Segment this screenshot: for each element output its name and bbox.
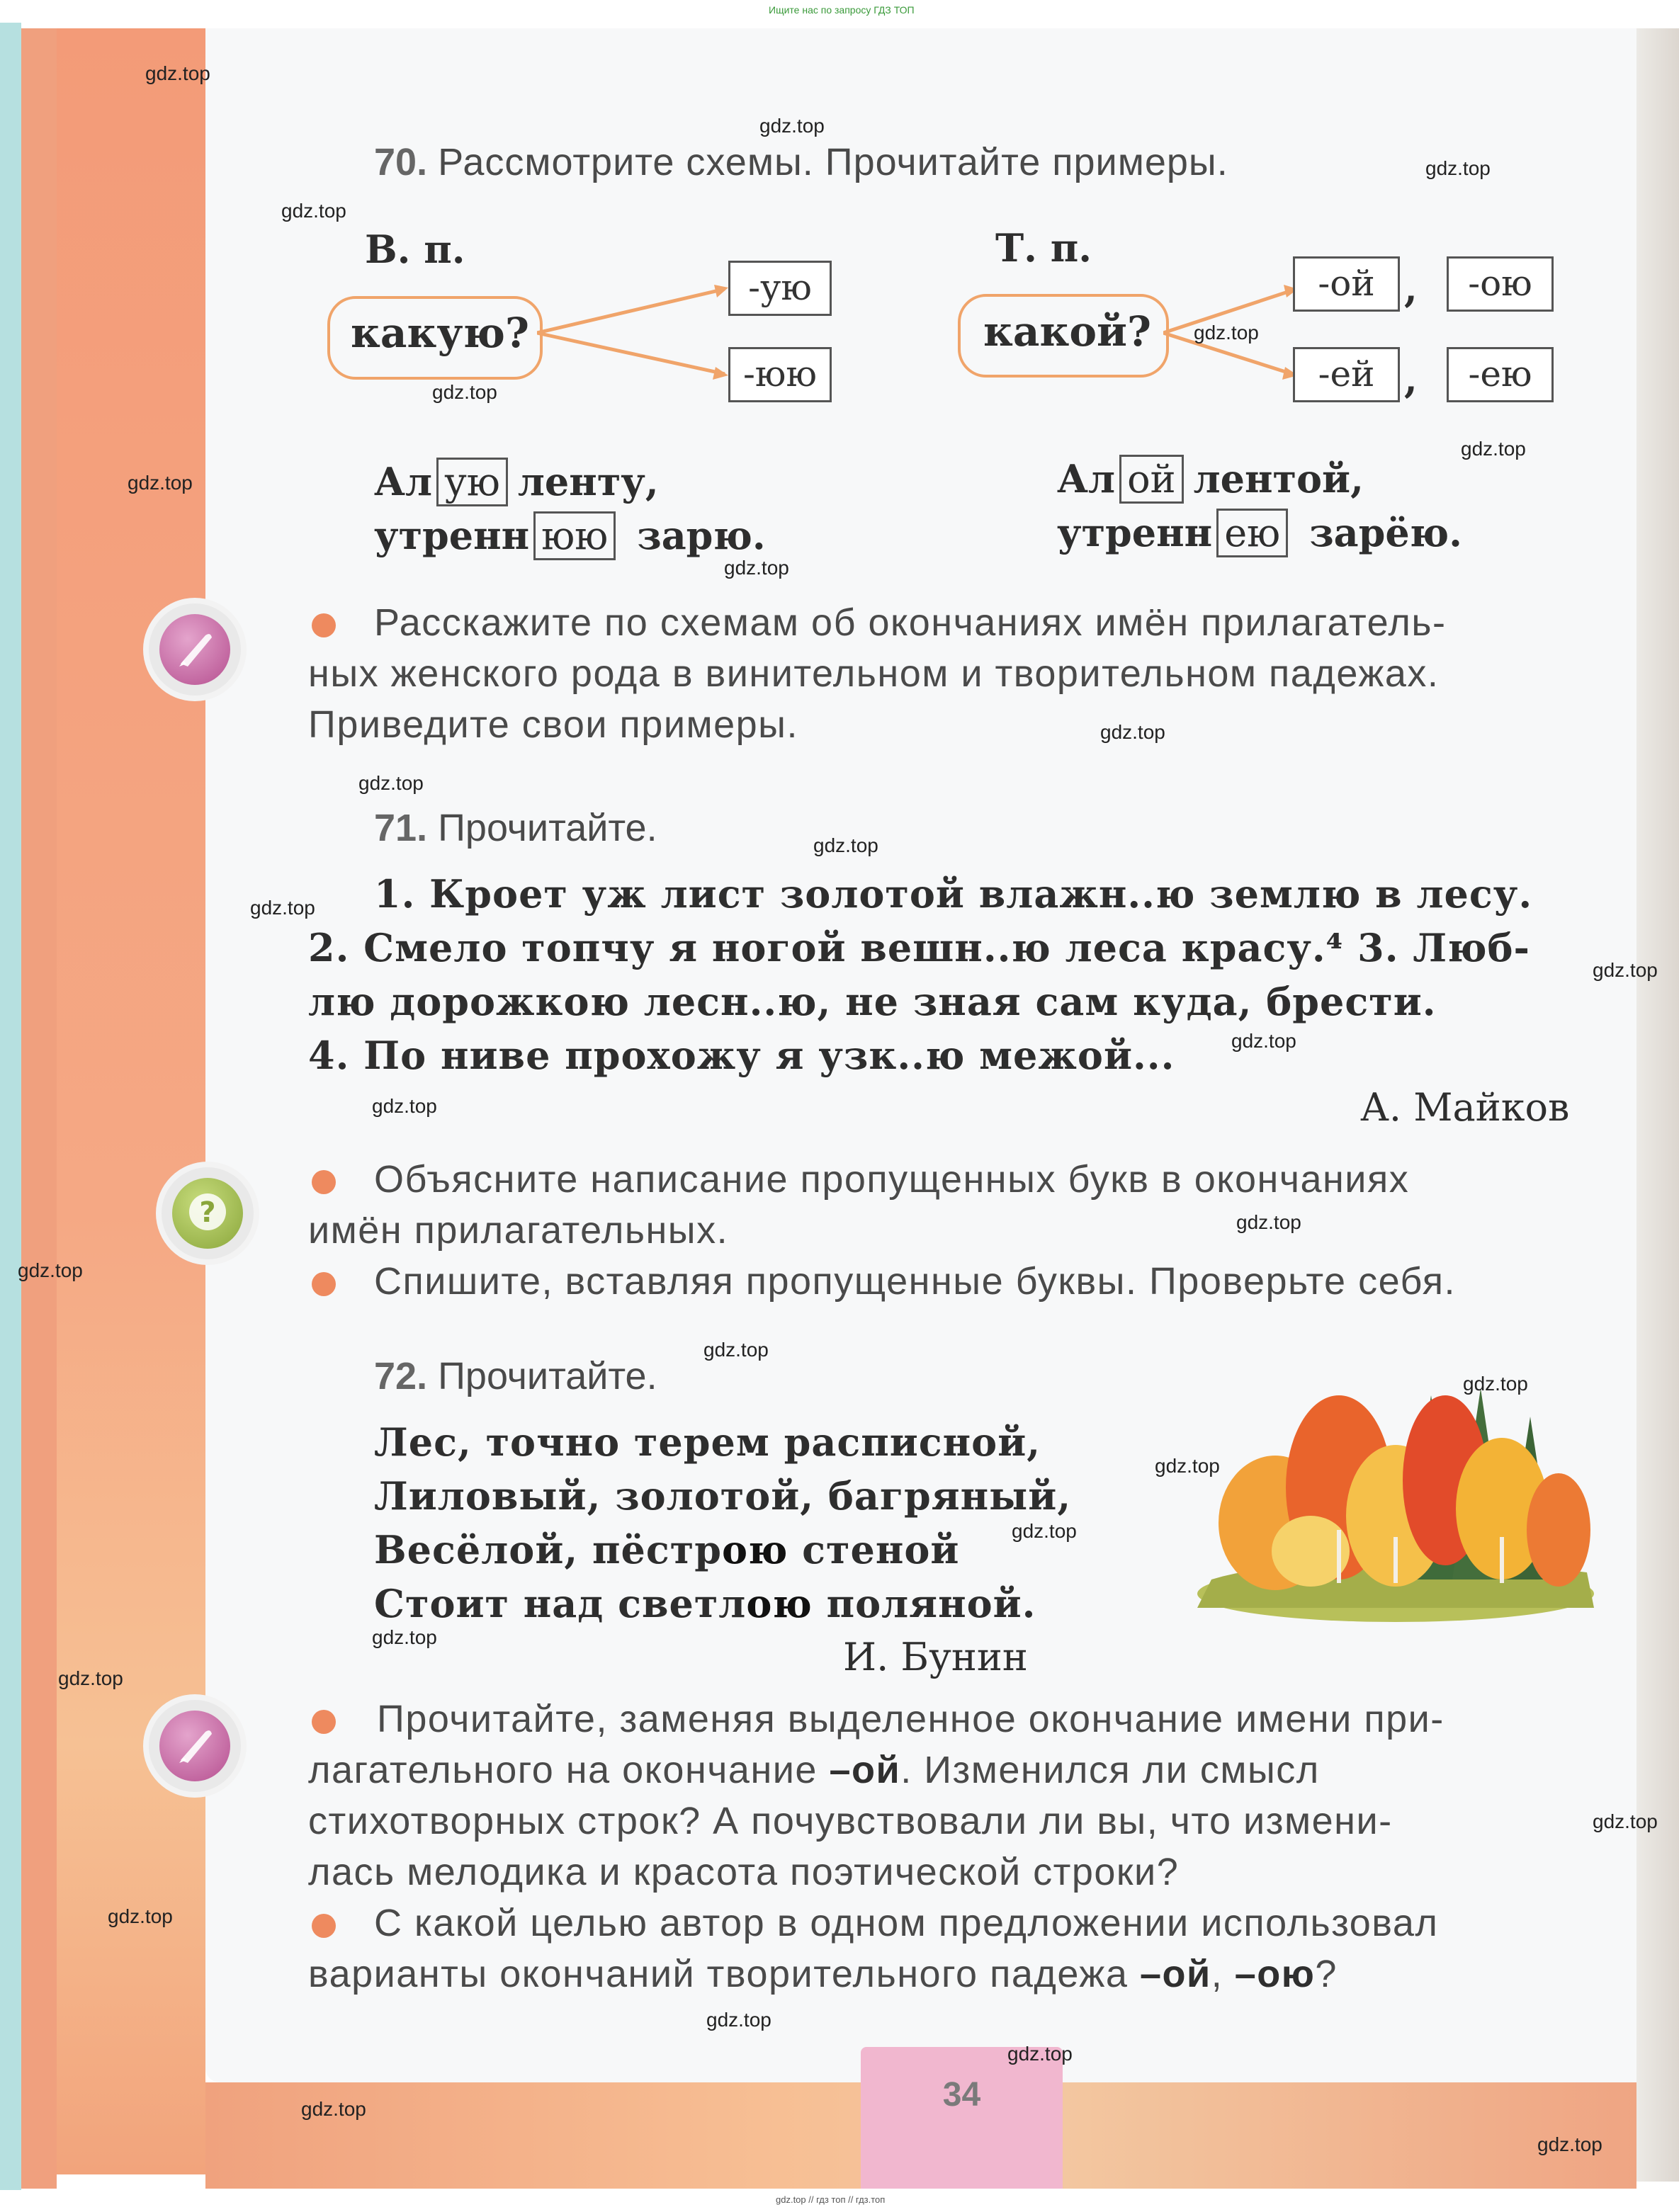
scheme-tp-label: Т. п.: [995, 225, 1092, 271]
instruction-text: ,: [1211, 1953, 1235, 1995]
watermark: gdz.top: [108, 1905, 173, 1927]
svg-text:?: ?: [199, 1196, 216, 1229]
task-72-instruction-2-line-1: С какой целью автор в одном предложении использовал: [374, 1902, 1439, 1944]
watermark: gdz.top: [759, 115, 825, 137]
page-edge: [21, 28, 57, 2189]
pen-icon-2: [149, 1700, 241, 1792]
watermark: gdz.top: [301, 2098, 366, 2120]
watermark: gdz.top: [1236, 1211, 1301, 1233]
task-71-instruction-1-line-2: имён прилагательных.: [308, 1209, 729, 1252]
task-71-heading: [374, 806, 657, 850]
example-text: Ал: [374, 459, 433, 504]
ending-highlight: –ой: [829, 1749, 901, 1791]
example-text: лентой,: [1193, 456, 1364, 501]
bullet-marker: [312, 1170, 336, 1194]
example-text: зарю.: [637, 513, 766, 558]
task-70-instruction-line-3: Приведите свои примеры.: [308, 703, 798, 746]
watermark: gdz.top: [372, 1626, 437, 1648]
watermark: gdz.top: [128, 472, 193, 494]
bullet-marker: [312, 1272, 336, 1296]
watermark: gdz.top: [145, 62, 210, 84]
watermark: gdz.top: [1593, 959, 1658, 981]
watermark: gdz.top: [724, 557, 789, 579]
example-text: утренн: [1057, 510, 1213, 555]
task-72-line-3: [374, 1527, 959, 1572]
instruction-text: варианты окончаний творительного падежа: [308, 1953, 1140, 1995]
poem-text: поляной.: [812, 1581, 1036, 1626]
task-72-line-2: Лиловый, золотой, багряный,: [374, 1473, 1072, 1519]
task-72-text: Прочитайте.: [438, 1355, 657, 1397]
scheme-tp-comma-2: ,: [1404, 356, 1418, 402]
watermark: gdz.top: [706, 2009, 771, 2031]
scheme-vp-ending-1: -ую: [728, 261, 832, 316]
scheme-vp-arrows: [537, 283, 735, 382]
task-71-line-3: лю дорожкою лесн..ю, не зная сам куда, брести.: [308, 979, 1437, 1024]
task-72-instruction-1-line-3: стихотворных строк? А почувствовали ли вы, что измени-: [308, 1800, 1393, 1842]
poem-text: Весёлой, пёстр: [374, 1527, 722, 1572]
watermark: gdz.top: [1012, 1520, 1077, 1542]
question-icon: [162, 1167, 254, 1259]
left-background: [0, 23, 21, 2190]
poem-text: Стоит над светл: [374, 1581, 747, 1626]
watermark: gdz.top: [1593, 1810, 1658, 1832]
scheme-vp-label: В. п.: [365, 227, 465, 272]
example-right-line-1: [1057, 455, 1364, 504]
bottom-note: gdz.top // гдз топ // гдз.топ: [776, 2194, 886, 2205]
example-left-line-2: [374, 511, 766, 560]
scheme-vp-ending-2: -юю: [728, 347, 832, 402]
scheme-tp-question: какой?: [983, 307, 1152, 356]
watermark: gdz.top: [18, 1259, 83, 1281]
task-71-author: А. Майков: [1360, 1085, 1570, 1130]
example-left-line-1: [374, 458, 659, 506]
task-70-number: 70.: [374, 141, 428, 183]
instruction-text: лагательного на окончание: [308, 1749, 830, 1791]
watermark: gdz.top: [1461, 438, 1526, 460]
task-71-instruction-2: Спишите, вставляя пропущенные буквы. Проверьте себя.: [374, 1260, 1457, 1303]
highlighted-ending: ою: [721, 1527, 788, 1572]
ending-highlight: –ою: [1234, 1953, 1316, 1995]
scheme-tp-ending-3: -ей: [1293, 347, 1400, 402]
highlighted-ending: ою: [746, 1581, 813, 1626]
task-72-heading: [374, 1354, 657, 1398]
task-71-instruction-1-line-1: Объясните написание пропущенных букв в окончаниях: [374, 1158, 1410, 1201]
watermark: gdz.top: [372, 1095, 437, 1117]
task-71-line-4: 4. По ниве прохожу я узк..ю межой...: [308, 1033, 1175, 1078]
task-72-instruction-1-line-4: лась мелодика и красота поэтической строки?: [308, 1851, 1180, 1893]
example-ending-box: ой: [1119, 455, 1184, 504]
example-ending-box: юю: [533, 511, 616, 560]
task-72-line-4: [374, 1581, 1036, 1626]
bullet-marker: [312, 1710, 336, 1734]
watermark: gdz.top: [1194, 322, 1259, 344]
example-text: ленту,: [517, 459, 659, 504]
watermark: gdz.top: [1007, 2043, 1073, 2065]
watermark: gdz.top: [1537, 2133, 1602, 2155]
task-71-line-1: 1. Кроет уж лист золотой влажн..ю землю в лесу.: [374, 871, 1533, 917]
watermark: gdz.top: [813, 834, 878, 856]
task-70-instruction-line-1: Расскажите по схемам об окончаниях имён прилагатель-: [374, 601, 1447, 644]
task-72-number: 72.: [374, 1355, 428, 1397]
page-margin-decoration: [57, 28, 205, 2174]
top-note: Ищите нас по запросу ГДЗ ТОП: [769, 4, 915, 16]
task-70-instruction-line-2: ных женского рода в винительном и творительном падежах.: [308, 652, 1440, 695]
watermark: gdz.top: [58, 1667, 123, 1689]
task-70-heading: [374, 140, 1228, 184]
scheme-tp-ending-2: -ою: [1447, 256, 1554, 312]
bullet-marker: [312, 1914, 336, 1938]
scheme-tp-ending-1: -ой: [1293, 256, 1400, 312]
watermark: gdz.top: [1155, 1455, 1220, 1477]
instruction-text: ?: [1315, 1953, 1338, 1995]
page-binding-shadow: [1636, 28, 1679, 2182]
task-71-number: 71.: [374, 807, 428, 849]
ending-highlight: –ой: [1139, 1953, 1211, 1995]
example-text: утренн: [374, 513, 530, 558]
watermark: gdz.top: [1425, 157, 1491, 179]
task-72-author: И. Бунин: [843, 1635, 1028, 1679]
bullet-marker: [312, 613, 336, 637]
example-ending-box: ею: [1216, 509, 1288, 557]
autumn-forest-illustration: [1197, 1346, 1594, 1629]
task-71-line-2: 2. Смело топчу я ногой вешн..ю леса красу.⁴ 3. Люб-: [308, 925, 1530, 970]
watermark: gdz.top: [432, 381, 497, 403]
example-text: Ал: [1057, 456, 1116, 501]
watermark: gdz.top: [703, 1339, 769, 1361]
task-70-text: Рассмотрите схемы. Прочитайте примеры.: [438, 141, 1228, 183]
watermark: gdz.top: [281, 200, 346, 222]
task-71-text: Прочитайте.: [438, 807, 657, 849]
watermark: gdz.top: [1100, 721, 1165, 743]
scheme-tp-comma-1: ,: [1404, 266, 1418, 311]
pen-icon: [149, 603, 241, 696]
poem-text: стеной: [788, 1527, 960, 1572]
task-72-line-1: Лес, точно терем расписной,: [374, 1419, 1041, 1465]
scheme-tp-ending-4: -ею: [1447, 347, 1554, 402]
example-ending-box: ую: [436, 458, 508, 506]
instruction-text: . Изменился ли смысл: [900, 1749, 1320, 1791]
watermark: gdz.top: [1463, 1373, 1528, 1395]
watermark: gdz.top: [250, 897, 315, 919]
example-text: зарёю.: [1309, 510, 1462, 555]
task-72-instruction-2-line-2: [308, 1952, 1338, 1996]
watermark: gdz.top: [358, 772, 424, 794]
example-right-line-2: [1057, 509, 1462, 557]
page-number-tab: [861, 2047, 1063, 2189]
watermark: gdz.top: [1231, 1030, 1296, 1052]
task-72-instruction-1-line-2: [308, 1748, 1320, 1792]
scheme-vp-question: какую?: [351, 309, 529, 357]
page-number: 34: [942, 2076, 981, 2114]
task-72-instruction-1-line-1: Прочитайте, заменяя выделенное окончание имени при-: [377, 1698, 1445, 1740]
